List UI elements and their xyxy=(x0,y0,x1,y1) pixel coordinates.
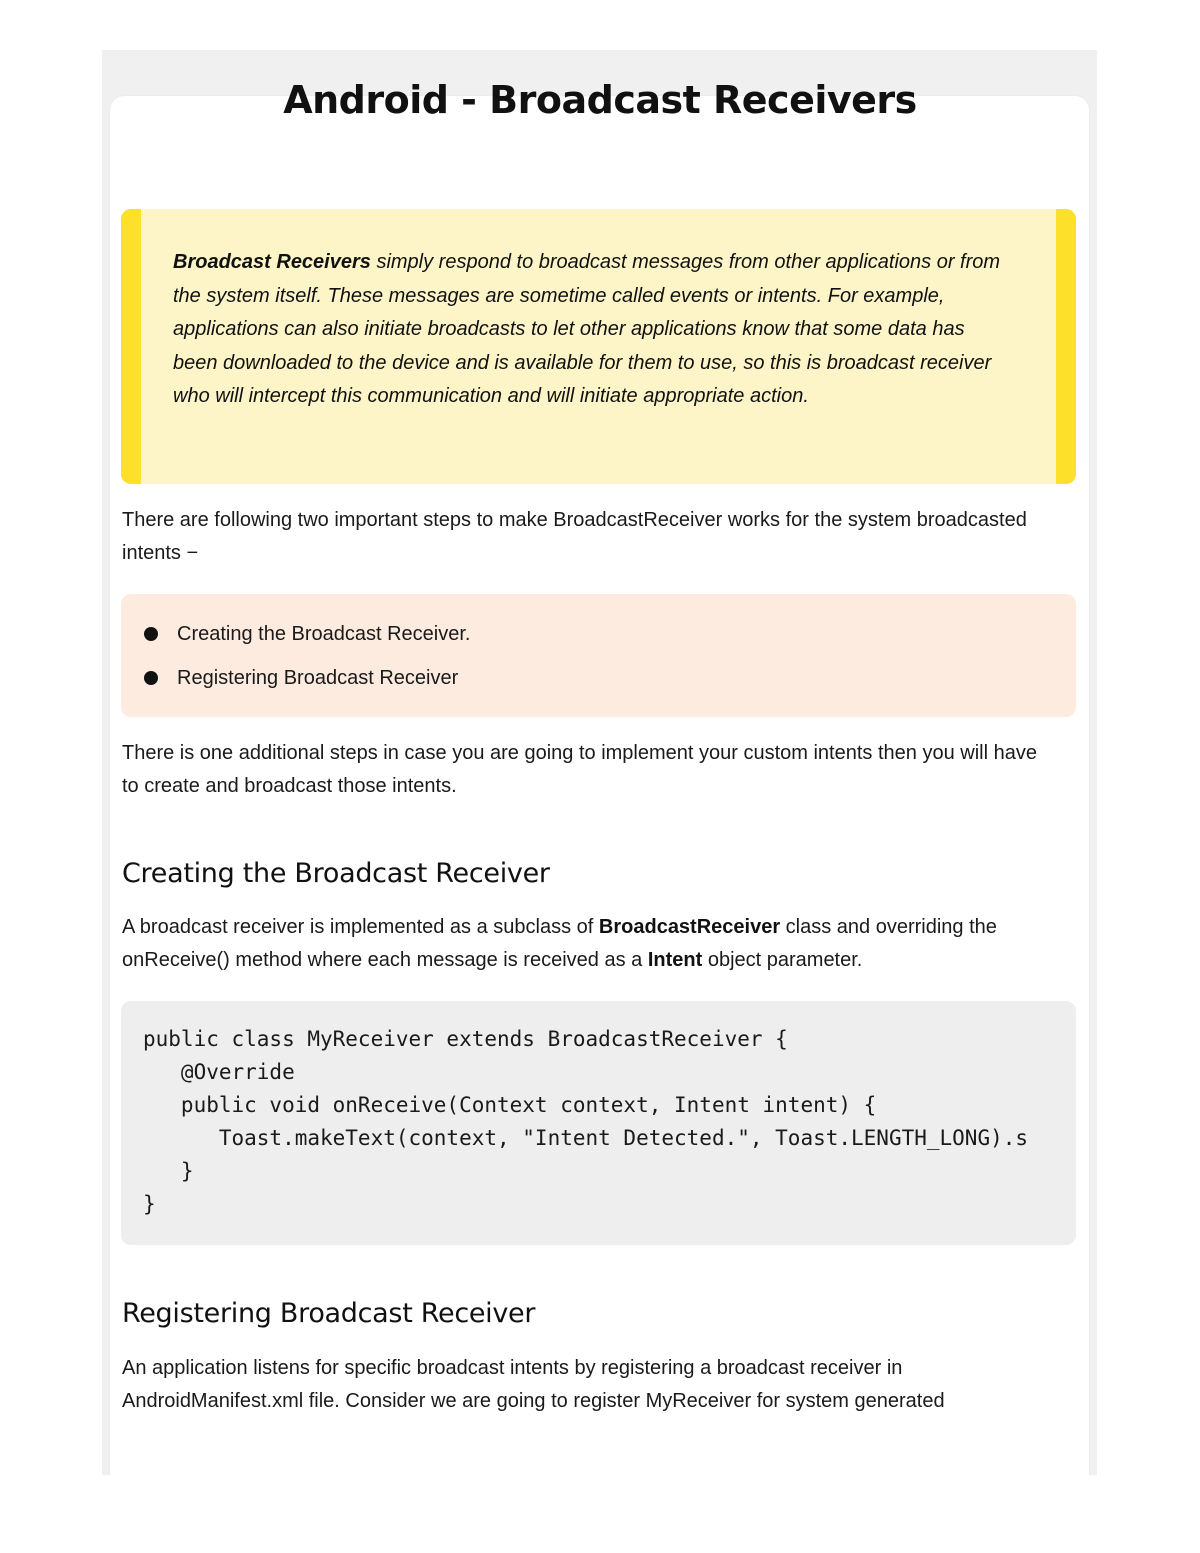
creating-text-1: A broadcast receiver is implemented as a subclass of xyxy=(122,916,599,938)
intro-paragraph: There are following two important steps to make BroadcastReceiver works for the system broadcasted intents − xyxy=(122,509,1027,564)
step-label: Registering Broadcast Receiver xyxy=(177,667,459,689)
list-item xyxy=(121,616,471,660)
creating-bold-2: Intent xyxy=(647,949,703,971)
code-line: public class MyReceiver extends BroadcastReceiver { xyxy=(143,1027,788,1051)
section-heading-creating: Creating the Broadcast Receiver xyxy=(122,858,550,889)
creating-text-2: class and overriding the onReceive() method where each message is received as a xyxy=(122,916,997,971)
steps-box xyxy=(121,594,1076,717)
callout-bold-term: Broadcast Receivers xyxy=(173,251,371,273)
code-line: } xyxy=(143,1192,156,1216)
registering-paragraph: An application listens for specific broadcast intents by registering a broadcast receiver in AndroidManifest.xml file. Consider we are going to register MyReceiver for system generated xyxy=(122,1357,945,1412)
step-label: Creating the Broadcast Receiver. xyxy=(177,623,471,645)
steps-list xyxy=(121,616,471,704)
intro-callout xyxy=(121,209,1076,484)
code-line: @Override xyxy=(143,1060,295,1084)
code-line: } xyxy=(143,1159,194,1183)
page-title: Android - Broadcast Receivers xyxy=(283,78,917,122)
code-line: public void onReceive(Context context, Intent intent) { xyxy=(143,1093,877,1117)
code-block[interactable] xyxy=(121,1001,1076,1245)
creating-paragraph xyxy=(122,911,1057,977)
additional-paragraph: There is one additional steps in case you are going to implement your custom intents then you will have to create and broadcast those intents. xyxy=(122,742,1037,797)
bullet-icon xyxy=(144,671,158,685)
callout-text: simply respond to broadcast messages from other applications or from the system itself. These messages are sometime called events or intents. For example, applications can also initiate broadcasts to let other applications know that some data has been downloaded to the device and is available for them to use, so this is broadcast receiver who will intercept this communication and will initiate appropriate action. xyxy=(173,251,1001,407)
code-line: Toast.makeText(context, "Intent Detected.", Toast.LENGTH_LONG).s xyxy=(143,1126,1029,1150)
section-heading-registering: Registering Broadcast Receiver xyxy=(122,1298,536,1329)
list-item xyxy=(121,660,471,704)
bullet-icon xyxy=(144,627,158,641)
creating-text-3: object parameter. xyxy=(702,949,863,971)
creating-bold-1: BroadcastReceiver xyxy=(598,916,781,938)
code-pre xyxy=(143,1023,1028,1221)
